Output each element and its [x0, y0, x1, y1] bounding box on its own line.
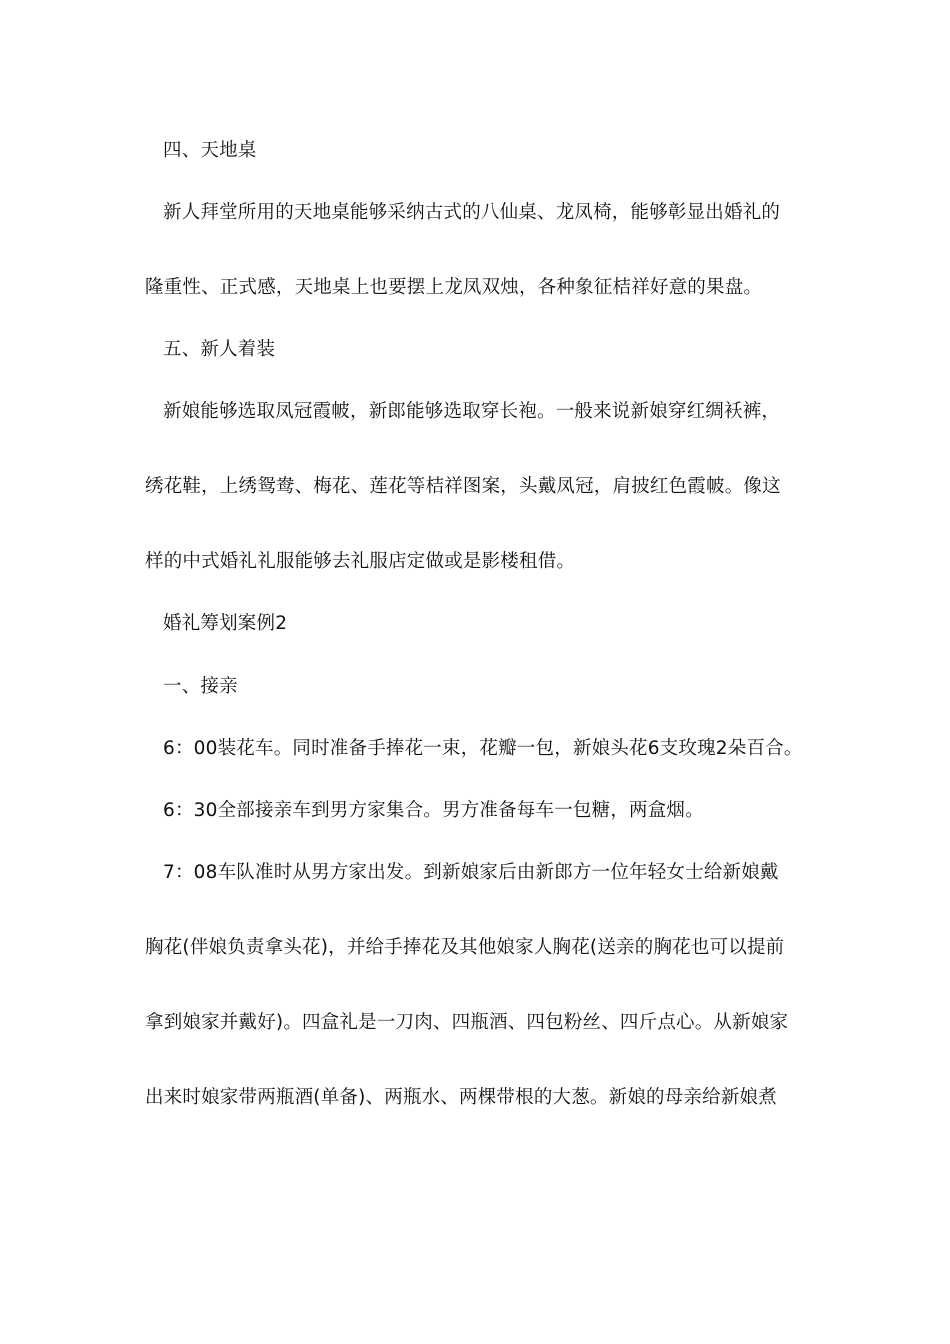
section-heading-tiandizhuo: 四、天地桌: [163, 140, 257, 161]
paragraph-line: 样的中式婚礼礼服能够去礼服店定做或是影楼租借。: [145, 551, 576, 572]
section-heading-xinren-zhuozhuang: 五、新人着装: [163, 339, 276, 360]
section-heading-jieqin: 一、接亲: [163, 676, 238, 697]
schedule-line: 6：00装花车。同时准备手捧花一束，花瓣一包，新娘头花6支玫瑰2朵百合。: [163, 738, 803, 759]
paragraph-line: 拿到娘家并戴好)。四盒礼是一刀肉、四瓶酒、四包粉丝、四斤点心。从新娘家: [145, 1012, 789, 1033]
paragraph-line: 新娘能够选取凤冠霞帔，新郎能够选取穿长袍。一般来说新娘穿红绸袄裤，: [163, 401, 781, 422]
schedule-line: 6：30全部接亲车到男方家集合。男方准备每车一包糖，两盒烟。: [163, 800, 704, 821]
paragraph-line: 隆重性、正式感，天地桌上也要摆上龙凤双烛，各种象征桔祥好意的果盘。: [145, 277, 763, 298]
paragraph-line: 绣花鞋，上绣鸳鸯、梅花、莲花等桔祥图案，头戴凤冠，肩披红色霞帔。像这: [145, 476, 781, 497]
paragraph-line: 胸花(伴娘负责拿头花)，并给手捧花及其他娘家人胸花(送亲的胸花也可以提前: [145, 937, 785, 958]
case-heading: 婚礼筹划案例2: [163, 613, 288, 634]
paragraph-line: 出来时娘家带两瓶酒(单备)、两瓶水、两棵带根的大葱。新娘的母亲给新娘煮: [145, 1087, 777, 1108]
paragraph-line: 新人拜堂所用的天地桌能够采纳古式的八仙桌、龙凤椅，能够彰显出婚礼的: [163, 202, 781, 223]
schedule-line: 7：08车队准时从男方家出发。到新娘家后由新郎方一位年轻女士给新娘戴: [163, 862, 779, 883]
